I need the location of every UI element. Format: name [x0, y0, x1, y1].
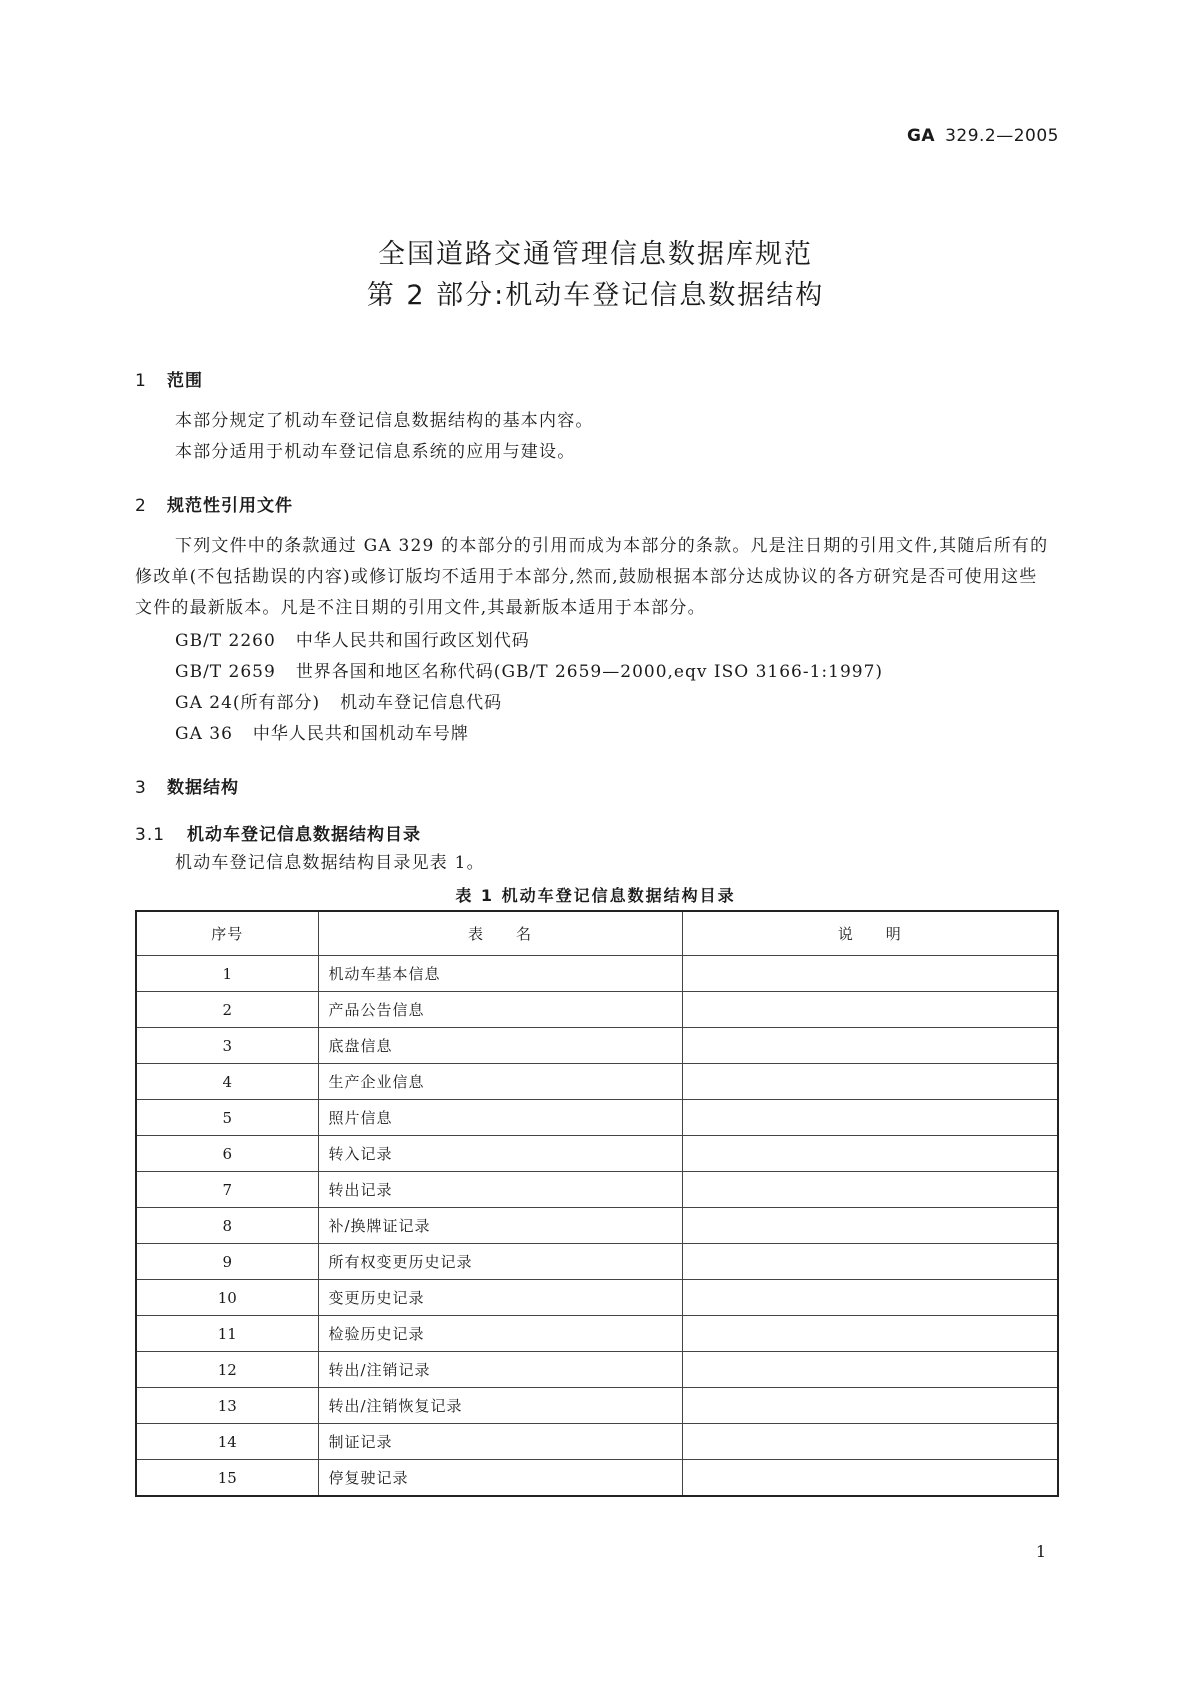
section-number: 3	[135, 778, 147, 798]
cell-index: 14	[136, 1424, 318, 1460]
reference-title: 中华人民共和国机动车号牌	[252, 724, 469, 744]
table-row	[136, 1424, 1058, 1460]
cell-index: 8	[136, 1208, 318, 1244]
column-header-index: 序号	[136, 911, 318, 956]
cell-table-name: 制证记录	[318, 1424, 682, 1460]
section-3-heading	[135, 773, 239, 798]
reference-code: GA 24(所有部分)	[175, 693, 321, 713]
cell-table-name: 变更历史记录	[318, 1280, 682, 1316]
reference-code: GB/T 2659	[175, 662, 276, 682]
standard-code	[907, 126, 1059, 146]
cell-index: 13	[136, 1388, 318, 1424]
table-row	[136, 1028, 1058, 1064]
cell-index: 4	[136, 1064, 318, 1100]
cell-index: 1	[136, 956, 318, 992]
cell-description	[682, 1352, 1058, 1388]
reference-title: 世界各国和地区名称代码(GB/T 2659—2000,eqv ISO 3166-1:1997)	[295, 662, 884, 682]
column-header-description: 说 明	[682, 911, 1058, 956]
table-row	[136, 956, 1058, 992]
cell-index: 15	[136, 1460, 318, 1497]
cell-table-name: 转出/注销恢复记录	[318, 1388, 682, 1424]
section-title: 范围	[167, 371, 203, 391]
table-row	[136, 1460, 1058, 1497]
cell-index: 6	[136, 1136, 318, 1172]
cell-table-name: 产品公告信息	[318, 992, 682, 1028]
data-structure-table	[135, 910, 1059, 1497]
section-title: 规范性引用文件	[167, 496, 293, 516]
reference-code: GB/T 2260	[175, 631, 276, 651]
table-row	[136, 1064, 1058, 1100]
subsection-number: 3.1	[135, 825, 166, 845]
table-row	[136, 1244, 1058, 1280]
cell-table-name: 转入记录	[318, 1136, 682, 1172]
cell-description	[682, 1028, 1058, 1064]
cell-table-name: 照片信息	[318, 1100, 682, 1136]
section-1-paragraph-2: 本部分适用于机动车登记信息系统的应用与建设。	[175, 442, 576, 462]
table-row	[136, 992, 1058, 1028]
cell-description	[682, 1316, 1058, 1352]
cell-table-name: 生产企业信息	[318, 1064, 682, 1100]
reference-item	[175, 719, 469, 744]
table-row	[136, 1208, 1058, 1244]
reference-title: 中华人民共和国行政区划代码	[295, 631, 530, 651]
cell-description	[682, 1388, 1058, 1424]
cell-description	[682, 1136, 1058, 1172]
section-1-paragraph-1: 本部分规定了机动车登记信息数据结构的基本内容。	[175, 411, 594, 431]
cell-description	[682, 1172, 1058, 1208]
section-2-heading	[135, 491, 293, 516]
standard-prefix: GA	[906, 126, 936, 146]
cell-table-name: 机动车基本信息	[318, 956, 682, 992]
section-1-heading	[135, 366, 203, 391]
section-3-paragraph: 机动车登记信息数据结构目录见表 1。	[175, 853, 485, 873]
section-number: 2	[135, 496, 147, 516]
table-row	[136, 1172, 1058, 1208]
table-row	[136, 1100, 1058, 1136]
reference-item	[175, 626, 530, 651]
table-caption: 表 1 机动车登记信息数据结构目录	[455, 886, 736, 905]
cell-table-name: 底盘信息	[318, 1028, 682, 1064]
cell-description	[682, 1064, 1058, 1100]
cell-description	[682, 992, 1058, 1028]
cell-table-name: 转出记录	[318, 1172, 682, 1208]
cell-index: 5	[136, 1100, 318, 1136]
cell-table-name: 检验历史记录	[318, 1316, 682, 1352]
cell-index: 10	[136, 1280, 318, 1316]
cell-index: 3	[136, 1028, 318, 1064]
section-3-1-heading	[135, 820, 421, 845]
cell-index: 2	[136, 992, 318, 1028]
table-header-row	[136, 911, 1058, 956]
cell-description	[682, 1100, 1058, 1136]
cell-index: 9	[136, 1244, 318, 1280]
cell-table-name: 所有权变更历史记录	[318, 1244, 682, 1280]
cell-description	[682, 1208, 1058, 1244]
reference-item	[175, 688, 502, 713]
cell-table-name: 停复驶记录	[318, 1460, 682, 1497]
cell-table-name: 转出/注销记录	[318, 1352, 682, 1388]
column-header-name: 表 名	[318, 911, 682, 956]
section-number: 1	[135, 371, 147, 391]
subsection-title: 机动车登记信息数据结构目录	[187, 825, 421, 845]
page-number: 1	[1035, 1542, 1046, 1561]
cell-index: 12	[136, 1352, 318, 1388]
document-title: 全国道路交通管理信息数据库规范	[378, 239, 813, 270]
cell-index: 7	[136, 1172, 318, 1208]
section-2-paragraph: 下列文件中的条款通过 GA 329 的本部分的引用而成为本部分的条款。凡是注日期的引用文件,其随后所有的修改单(不包括勘误的内容)或修订版均不适用于本部分,然而,鼓励根据本部分达成协议的各方研究是否可使用这些文件的最新版本。凡是不注日期的引用文件,其最新版本适用于本部分。	[135, 536, 1049, 618]
cell-description	[682, 1244, 1058, 1280]
cell-description	[682, 956, 1058, 992]
table-row	[136, 1136, 1058, 1172]
reference-title: 机动车登记信息代码	[340, 693, 503, 713]
cell-description	[682, 1460, 1058, 1497]
cell-index: 11	[136, 1316, 318, 1352]
table-row	[136, 1352, 1058, 1388]
table-row	[136, 1280, 1058, 1316]
document-subtitle: 第 2 部分:机动车登记信息数据结构	[366, 280, 825, 311]
table-row	[136, 1388, 1058, 1424]
standard-number: 329.2—2005	[945, 126, 1059, 146]
reference-code: GA 36	[175, 724, 233, 744]
cell-description	[682, 1424, 1058, 1460]
cell-description	[682, 1280, 1058, 1316]
reference-item	[175, 657, 883, 682]
section-title: 数据结构	[167, 778, 239, 798]
cell-table-name: 补/换牌证记录	[318, 1208, 682, 1244]
table-row	[136, 1316, 1058, 1352]
